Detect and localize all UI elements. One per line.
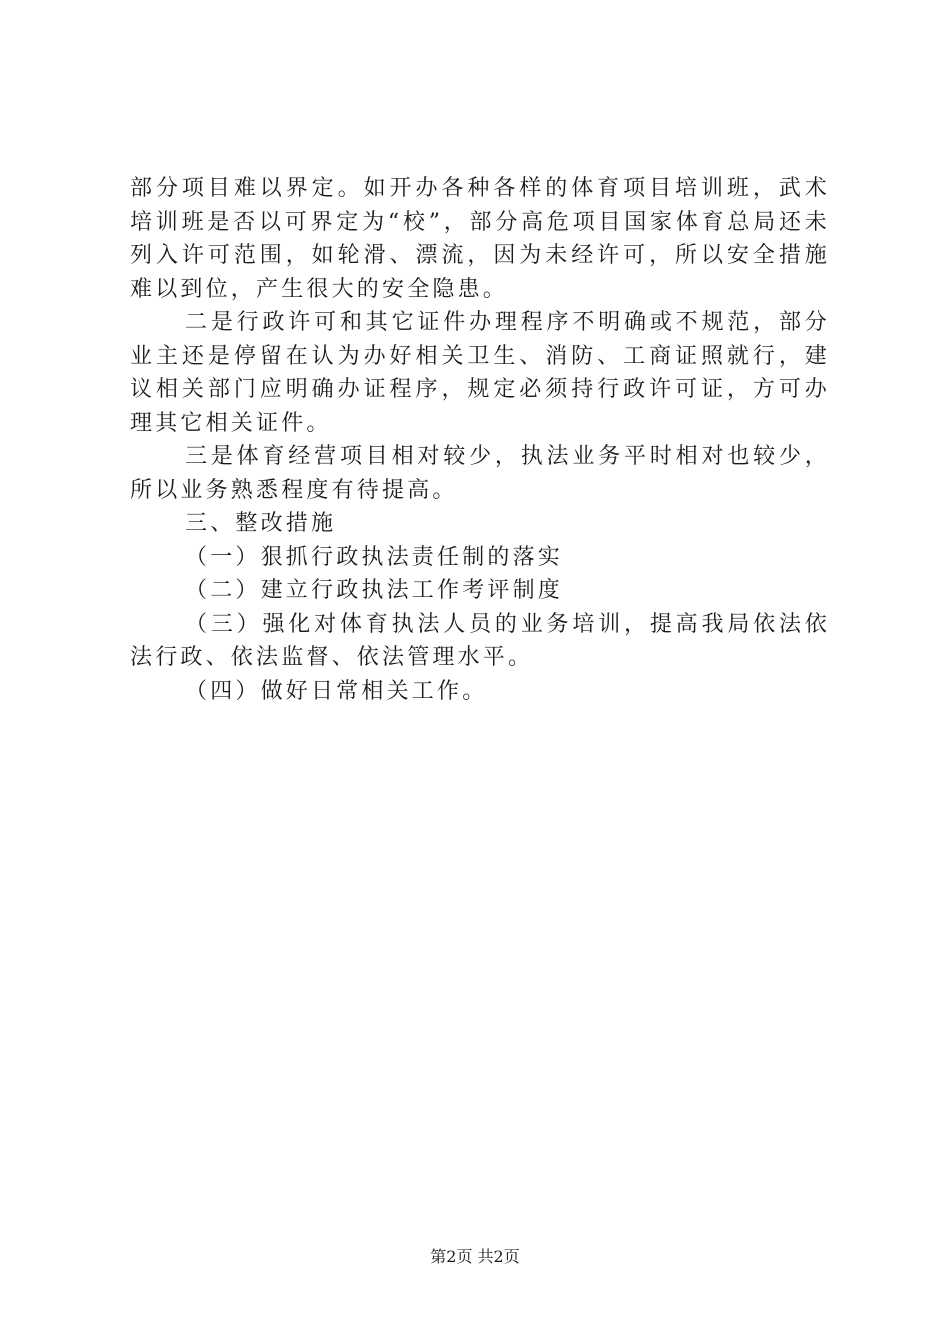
paragraph-continuation: 部分项目难以界定。如开办各种各样的体育项目培训班，武术培训班是否以可界定为“校”，部分高危项目国家体育总局还未列入许可范围，如轮滑、漂流，因为未经许可，所以安全措施难以到位，产生很大的安全隐患。 <box>130 176 830 302</box>
paragraph-item-three: 三是体育经营项目相对较少，执法业务平时相对也较少，所以业务熟悉程度有待提高。 <box>130 444 830 503</box>
measure-item-2: （二）建立行政执法工作考评制度 <box>185 578 564 603</box>
document-body <box>130 172 830 708</box>
measure-item-1: （一）狠抓行政执法责任制的落实 <box>185 544 564 570</box>
measure-item-4: （四）做好日常相关工作。 <box>185 678 488 704</box>
measure-item-3: （三）强化对体育执法人员的业务培训，提高我局依法依法行政、依法监督、依法管理水平。 <box>130 611 830 670</box>
paragraph-item-two: 二是行政许可和其它证件办理程序不明确或不规范，部分业主还是停留在认为办好相关卫生、消防、工商证照就行，建议相关部门应明确办证程序，规定必须持行政许可证，方可办理其它相关证件。 <box>130 310 830 436</box>
page-footer: 第2页 共2页 <box>430 1247 520 1266</box>
section-heading-rectification: 三、整改措施 <box>185 511 337 536</box>
